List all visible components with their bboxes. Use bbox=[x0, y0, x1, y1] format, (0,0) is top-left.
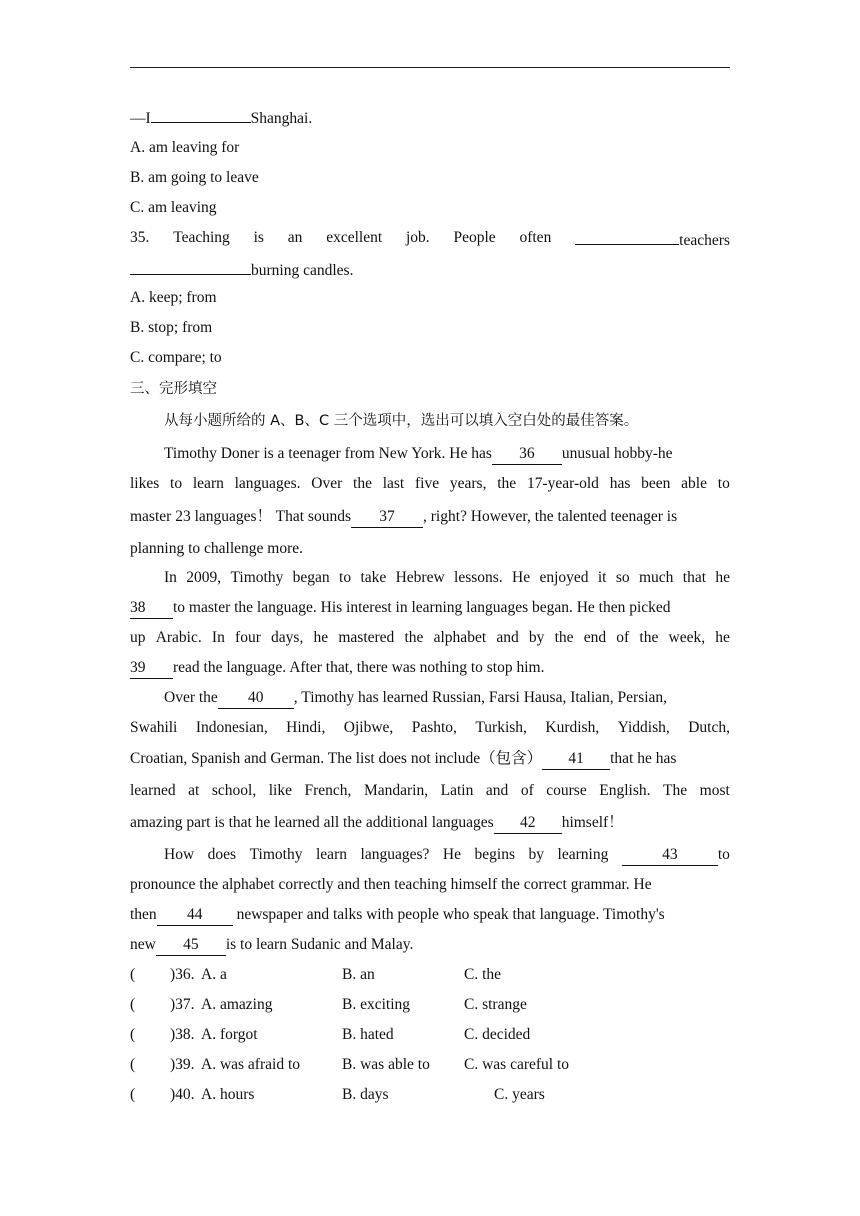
q35-word: often bbox=[519, 229, 552, 246]
answer-paren-open: ( bbox=[130, 1026, 136, 1043]
question-number: )38. bbox=[170, 1026, 195, 1043]
word: languages? bbox=[360, 846, 430, 863]
word: the bbox=[404, 629, 424, 646]
word: In bbox=[164, 569, 177, 586]
word: at bbox=[188, 782, 200, 799]
word: mastered bbox=[338, 629, 395, 646]
q35-word: excellent bbox=[326, 229, 383, 246]
p3-line4 bbox=[130, 781, 730, 801]
p4-line4 bbox=[130, 935, 413, 956]
option-c: C. decided bbox=[464, 1026, 531, 1043]
word: languages. bbox=[234, 475, 301, 492]
word: The bbox=[663, 782, 688, 799]
word: He bbox=[442, 846, 461, 863]
word: end bbox=[583, 629, 607, 646]
p1-text: , right? However, the talented teenager is bbox=[422, 508, 678, 525]
q35-word: job. bbox=[405, 229, 430, 246]
word: five bbox=[415, 475, 440, 492]
q34-stem bbox=[130, 106, 312, 129]
word: enjoyed bbox=[539, 569, 589, 586]
option-b: B. exciting bbox=[342, 996, 411, 1013]
word: learn bbox=[316, 846, 347, 863]
blank-45: 45 bbox=[156, 935, 226, 956]
p2-text: read the language. After that, there was nothing to stop him. bbox=[173, 659, 545, 676]
q35-blank1-group bbox=[575, 228, 730, 251]
p2-line3 bbox=[130, 628, 730, 648]
p2-text: to master the language. His interest in learning languages began. He then picked bbox=[173, 599, 671, 616]
q35-option-b: B. stop; from bbox=[130, 319, 213, 336]
word: by bbox=[528, 846, 545, 863]
q35-stem-line1 bbox=[130, 228, 730, 251]
word: 17-year-old bbox=[526, 475, 599, 492]
q34-stem-suffix: Shanghai. bbox=[250, 110, 313, 127]
word: the bbox=[554, 629, 574, 646]
word: begins bbox=[474, 846, 515, 863]
q35-word: is bbox=[253, 229, 264, 246]
question-number: )37. bbox=[170, 996, 195, 1013]
blank-44: 44 bbox=[157, 905, 233, 926]
word: Arabic. bbox=[155, 629, 202, 646]
p3-text: himself！ bbox=[561, 814, 624, 831]
word: He bbox=[512, 569, 531, 586]
p3-line5 bbox=[130, 813, 624, 834]
word: Turkish, bbox=[475, 719, 527, 736]
p4-text: then bbox=[130, 906, 157, 923]
word: Ojibwe, bbox=[343, 719, 394, 736]
blank-37: 37 bbox=[351, 507, 423, 528]
option-a: A. hours bbox=[201, 1086, 255, 1103]
answer-paren-open: ( bbox=[130, 996, 136, 1013]
word: to bbox=[170, 475, 183, 492]
blank-39: 39 bbox=[130, 658, 173, 679]
q35-option-c: C. compare; to bbox=[130, 349, 222, 366]
word: like bbox=[268, 782, 292, 799]
word: does bbox=[207, 846, 237, 863]
q35-word: Teaching bbox=[173, 229, 230, 246]
q34-option-a: A. am leaving for bbox=[130, 139, 240, 156]
option-b: B. hated bbox=[342, 1026, 394, 1043]
word: and bbox=[485, 782, 509, 799]
word: to bbox=[717, 846, 730, 863]
word: Dutch, bbox=[688, 719, 730, 736]
question-number: )36. bbox=[170, 966, 195, 983]
p1-text: unusual hobby-he bbox=[561, 445, 673, 462]
word: days, bbox=[271, 629, 304, 646]
word: likes bbox=[130, 475, 160, 492]
word: In bbox=[211, 629, 225, 646]
answer-paren-open: ( bbox=[130, 966, 136, 983]
p4-line2: pronounce the alphabet correctly and then teaching himself the correct grammar. He bbox=[130, 876, 652, 893]
word: and bbox=[496, 629, 519, 646]
option-b: B. days bbox=[342, 1086, 389, 1103]
section-instruction: 从每小题所给的 A、B、C 三个选项中，选出可以填入空白处的最佳答案。 bbox=[164, 413, 639, 429]
q34-option-c: C. am leaving bbox=[130, 199, 217, 216]
word: course bbox=[546, 782, 587, 799]
word: been bbox=[641, 475, 671, 492]
option-b: B. was able to bbox=[342, 1056, 430, 1073]
option-a: A. was afraid to bbox=[201, 1056, 300, 1073]
word: 2009, bbox=[186, 569, 222, 586]
word: four bbox=[235, 629, 261, 646]
p3-line2 bbox=[130, 718, 730, 738]
word: years, bbox=[449, 475, 487, 492]
word: he bbox=[715, 569, 730, 586]
word: learning bbox=[557, 846, 609, 863]
p2-line1 bbox=[164, 568, 730, 588]
question-number: )40. bbox=[170, 1086, 195, 1103]
q35-option-a: A. keep; from bbox=[130, 289, 217, 306]
blank-36: 36 bbox=[492, 444, 562, 465]
q34-blank bbox=[151, 106, 251, 123]
word: learned bbox=[130, 782, 176, 799]
blank-42: 42 bbox=[494, 813, 562, 834]
p1-line1 bbox=[164, 444, 673, 465]
word: English. bbox=[599, 782, 651, 799]
option-c: C. years bbox=[494, 1086, 545, 1103]
blank-40: 40 bbox=[218, 688, 294, 709]
p4-line1 bbox=[164, 845, 730, 866]
option-a: A. a bbox=[201, 966, 227, 983]
word: that bbox=[682, 569, 707, 586]
word: Timothy bbox=[249, 846, 303, 863]
word: school, bbox=[211, 782, 257, 799]
word: Kurdish, bbox=[545, 719, 600, 736]
p3-text: that he has bbox=[610, 750, 677, 767]
q34-stem-prefix: —I bbox=[130, 110, 151, 127]
word: the bbox=[353, 475, 372, 492]
p2-line2 bbox=[130, 598, 671, 619]
p3-text: amazing part is that he learned all the additional languages bbox=[130, 814, 494, 831]
blank-38: 38 bbox=[130, 598, 173, 619]
q35-word: burning candles. bbox=[251, 262, 354, 279]
p1-line3 bbox=[130, 507, 677, 528]
q35-stem-line2 bbox=[130, 258, 353, 281]
p3-text: Croatian, Spanish and German. The list does not include（包含） bbox=[130, 750, 543, 767]
word: Swahili bbox=[130, 719, 178, 736]
word: How bbox=[164, 846, 195, 863]
p2-line4 bbox=[130, 658, 544, 679]
word: has bbox=[609, 475, 631, 492]
word: Latin bbox=[440, 782, 474, 799]
word: Yiddish, bbox=[617, 719, 670, 736]
word: to bbox=[717, 475, 730, 492]
option-c: C. was careful to bbox=[464, 1056, 570, 1073]
word: Timothy bbox=[230, 569, 284, 586]
p1-text: Timothy Doner is a teenager from New York. He has bbox=[164, 445, 492, 462]
p4-text: new bbox=[130, 936, 156, 953]
word: Mandarin, bbox=[363, 782, 429, 799]
q35-blank2 bbox=[130, 258, 251, 275]
p3-line1 bbox=[164, 688, 667, 709]
p1-line2 bbox=[130, 474, 730, 494]
word: lessons. bbox=[454, 569, 503, 586]
q35-word: 35. bbox=[130, 229, 150, 246]
word: up bbox=[130, 629, 146, 646]
word: of bbox=[520, 782, 534, 799]
answer-paren-open: ( bbox=[130, 1056, 136, 1073]
q35-word: teachers bbox=[679, 232, 730, 249]
word: much bbox=[638, 569, 674, 586]
p4-line3 bbox=[130, 905, 665, 926]
q35-word: an bbox=[287, 229, 303, 246]
option-a: A. amazing bbox=[201, 996, 273, 1013]
word: the bbox=[639, 629, 659, 646]
option-c: C. strange bbox=[464, 996, 527, 1013]
option-b: B. an bbox=[342, 966, 375, 983]
p1-line4: planning to challenge more. bbox=[130, 540, 304, 557]
question-number: )39. bbox=[170, 1056, 195, 1073]
answer-paren-open: ( bbox=[130, 1086, 136, 1103]
blank-43-group bbox=[622, 845, 730, 866]
word: he bbox=[715, 629, 730, 646]
word: Pashto, bbox=[411, 719, 457, 736]
word: Hindi, bbox=[286, 719, 326, 736]
option-c: C. the bbox=[464, 966, 502, 983]
p3-text: , Timothy has learned Russian, Farsi Hausa, Italian, Persian, bbox=[293, 689, 668, 706]
blank-41: 41 bbox=[542, 749, 610, 770]
q34-option-b: B. am going to leave bbox=[130, 169, 259, 186]
word: learn bbox=[192, 475, 224, 492]
word: week, bbox=[668, 629, 706, 646]
word: take bbox=[360, 569, 387, 586]
word: Indonesian, bbox=[195, 719, 268, 736]
option-a: A. forgot bbox=[201, 1026, 258, 1043]
p3-text: Over the bbox=[164, 689, 218, 706]
word: last bbox=[382, 475, 405, 492]
word: able bbox=[681, 475, 707, 492]
word: it bbox=[597, 569, 607, 586]
p1-text: master 23 languages！ That sounds bbox=[130, 508, 351, 525]
word: most bbox=[699, 782, 730, 799]
q35-blank1 bbox=[575, 228, 679, 245]
q35-word: People bbox=[453, 229, 496, 246]
p3-line3 bbox=[130, 749, 676, 770]
word: the bbox=[497, 475, 517, 492]
word: began bbox=[292, 569, 330, 586]
word: Hebrew bbox=[395, 569, 445, 586]
word: Over bbox=[311, 475, 343, 492]
section-heading: 三、完形填空 bbox=[130, 381, 217, 397]
word: by bbox=[528, 629, 545, 646]
word: of bbox=[616, 629, 630, 646]
word: he bbox=[313, 629, 329, 646]
word: French, bbox=[304, 782, 352, 799]
word: alphabet bbox=[433, 629, 487, 646]
p4-text: is to learn Sudanic and Malay. bbox=[225, 936, 414, 953]
word: so bbox=[615, 569, 630, 586]
header-rule bbox=[130, 67, 730, 68]
word: to bbox=[339, 569, 352, 586]
blank-43: 43 bbox=[622, 845, 718, 866]
p4-text: newspaper and talks with people who speak that language. Timothy's bbox=[236, 906, 665, 923]
